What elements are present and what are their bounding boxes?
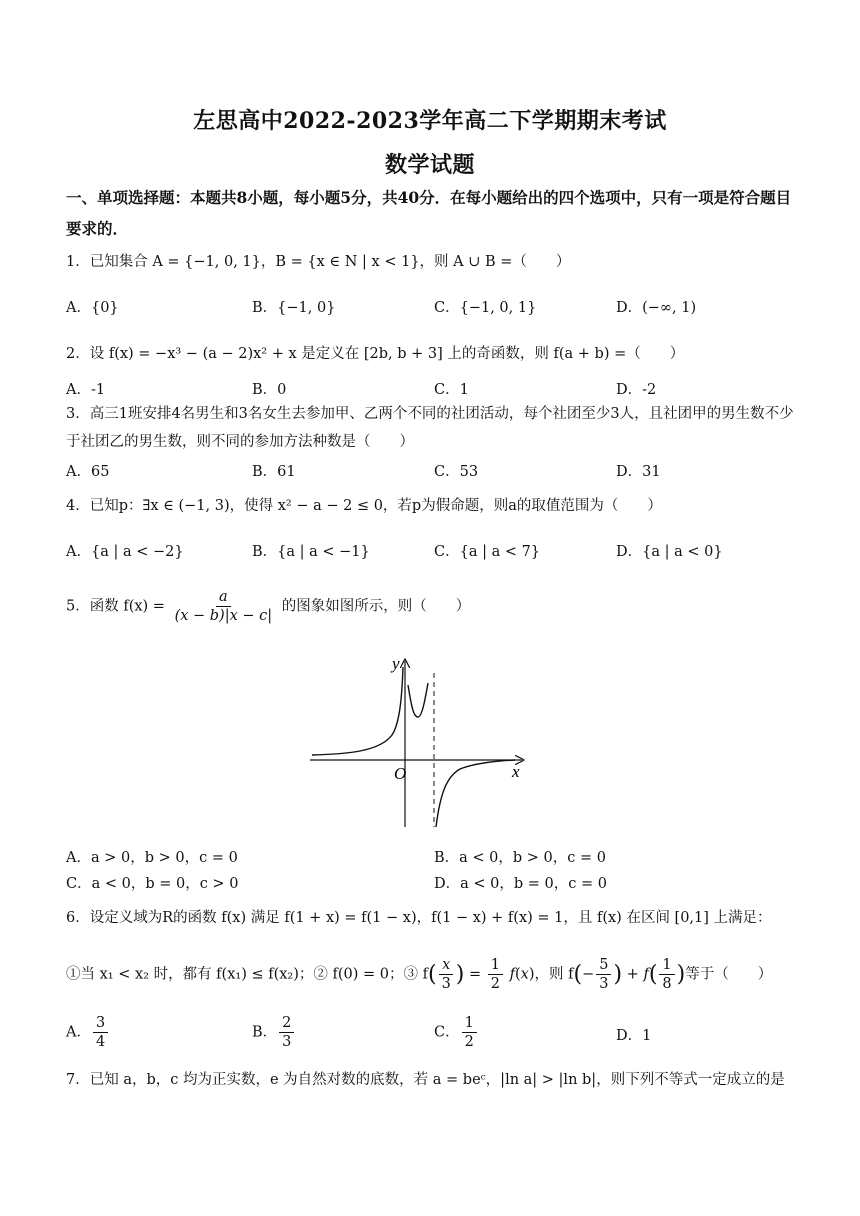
question-2-stem: 2．设 f(x) = −x³ − (a − 2)x² + x 是定义在 [2b, b + 3] 上的奇函数，则 f(a + b) =（ ）: [66, 346, 685, 362]
q5-fraction-num: a: [216, 588, 231, 607]
q4-option-a[interactable]: A．{a | a < −2}: [66, 544, 184, 560]
y-axis-label: y: [392, 655, 400, 673]
q5-fraction-den: (x − b)|x − c|: [174, 608, 273, 624]
curve-middle-branch: [408, 683, 428, 717]
q4-option-c[interactable]: C．{a | a < 7}: [434, 544, 541, 560]
section-heading: 一、单项选择题：本题共8小题，每小题5分，共40分．在每小题给出的四个选项中，只有一项是符合题目要求的．: [66, 188, 792, 238]
q2-option-c[interactable]: C．1: [434, 382, 469, 398]
q6-option-b-num: 2: [279, 1014, 294, 1033]
q5-stem-suffix: 的图象如图所示，则（ ）: [281, 598, 471, 615]
q1-option-c[interactable]: C．{−1, 0, 1}: [434, 300, 537, 316]
question-5-stem: [66, 588, 798, 625]
q5-option-d[interactable]: D．a < 0，b = 0，c = 0: [434, 876, 607, 892]
q5-option-b[interactable]: B．a < 0，b > 0，c = 0: [434, 850, 606, 866]
q6-option-c-den: 2: [464, 1034, 474, 1050]
question-4-stem: 4．已知p：∃x ∈ (−1, 3)，使得 x² − a − 2 ≤ 0，若p为假命题，则a的取值范围为（ ）: [66, 498, 662, 514]
q3-option-d[interactable]: D．31: [616, 464, 661, 480]
question-3-stem: 3．高三1班安排4名男生和3名女生去参加甲、乙两个不同的社团活动，每个社团至少3人，且社团甲的男生数不少于社团乙的男生数，则不同的参加方法种数是（ ）: [66, 406, 794, 450]
function-graph: [310, 655, 540, 830]
curve-right-branch: [436, 760, 515, 827]
q6-option-d[interactable]: D．1: [616, 1028, 652, 1044]
q2-option-a[interactable]: A．-1: [66, 382, 106, 398]
x-axis-label: x: [512, 762, 520, 781]
q5-option-c[interactable]: C．a < 0，b = 0，c > 0: [66, 876, 239, 892]
q6-option-b[interactable]: [252, 1014, 296, 1051]
exam-subtitle: 数学试题: [384, 152, 475, 178]
question-6-stem-line2: ①当 x₁ < x₂ 时，都有 f(x₁) ≤ f(x₂)；② f(0) = 0；③ f( $\frac{x}{3}$ ) = $\frac{1}{2}$ f(x)，则 f(− $\frac{5}{3}$ ) + f( $\frac{1}{8}$ )等于（ ）: [66, 957, 773, 992]
q2-option-b[interactable]: B．0: [252, 382, 287, 398]
q6-stem-part-a: ①当 x₁ < x₂ 时，都有 f(x₁) ≤ f(x₂)；② f(0) = 0；③ f: [66, 966, 428, 983]
q6-option-c-label: C．: [434, 1024, 460, 1041]
q6-option-a-den: 4: [95, 1034, 106, 1050]
q6-option-a-num: 3: [93, 1014, 108, 1033]
q2-option-d[interactable]: D．-2: [616, 382, 657, 398]
question-1-stem: 1．已知集合 A = {−1, 0, 1}，B = {x ∈ N | x < 1}，则 A ∪ B =（ ）: [66, 254, 571, 270]
q6-option-a-label: A．: [66, 1024, 91, 1041]
q1-option-a[interactable]: A．{0}: [66, 300, 119, 316]
q6-option-b-label: B．: [252, 1024, 278, 1041]
q6-option-c-num: 1: [462, 1014, 477, 1033]
q6-stem-part-c: 等于（ ）: [685, 966, 773, 983]
exam-title: 左思高中2022-2023学年高二下学期期末考试: [193, 108, 667, 134]
origin-label: O: [394, 764, 407, 783]
q5-option-a[interactable]: A．a > 0，b > 0，c = 0: [66, 850, 238, 866]
question-6-stem-line1: 6．设定义域为R的函数 f(x) 满足 f(1 + x) = f(1 − x)，f(1 − x) + f(x) = 1，且 f(x) 在区间 [0,1] 上满足：: [66, 910, 772, 926]
q4-option-b[interactable]: B．{a | a < −1}: [252, 544, 370, 560]
q6-option-b-den: 3: [282, 1034, 292, 1050]
question-7-stem: 7．已知 a，b，c 均为正实数，e 为自然对数的底数，若 a = beᶜ，|ln a| > |ln b|，则下列不等式一定成立的是: [66, 1072, 785, 1088]
curve-left-branch: [312, 667, 403, 755]
q4-option-d[interactable]: D．{a | a < 0}: [616, 544, 723, 560]
q6-stem-part-b: 则 f: [549, 966, 574, 983]
q1-option-b[interactable]: B．{−1, 0}: [252, 300, 336, 316]
q3-option-b[interactable]: B．61: [252, 464, 296, 480]
q6-option-c[interactable]: [434, 1014, 479, 1051]
q5-stem-prefix: 5．函数 f(x) =: [66, 598, 165, 615]
q5-fraction: [172, 588, 276, 625]
q3-option-a[interactable]: A．65: [66, 464, 110, 480]
q6-option-a[interactable]: [66, 1014, 110, 1051]
q1-option-d[interactable]: D．(−∞, 1): [616, 300, 697, 316]
q3-option-c[interactable]: C．53: [434, 464, 479, 480]
